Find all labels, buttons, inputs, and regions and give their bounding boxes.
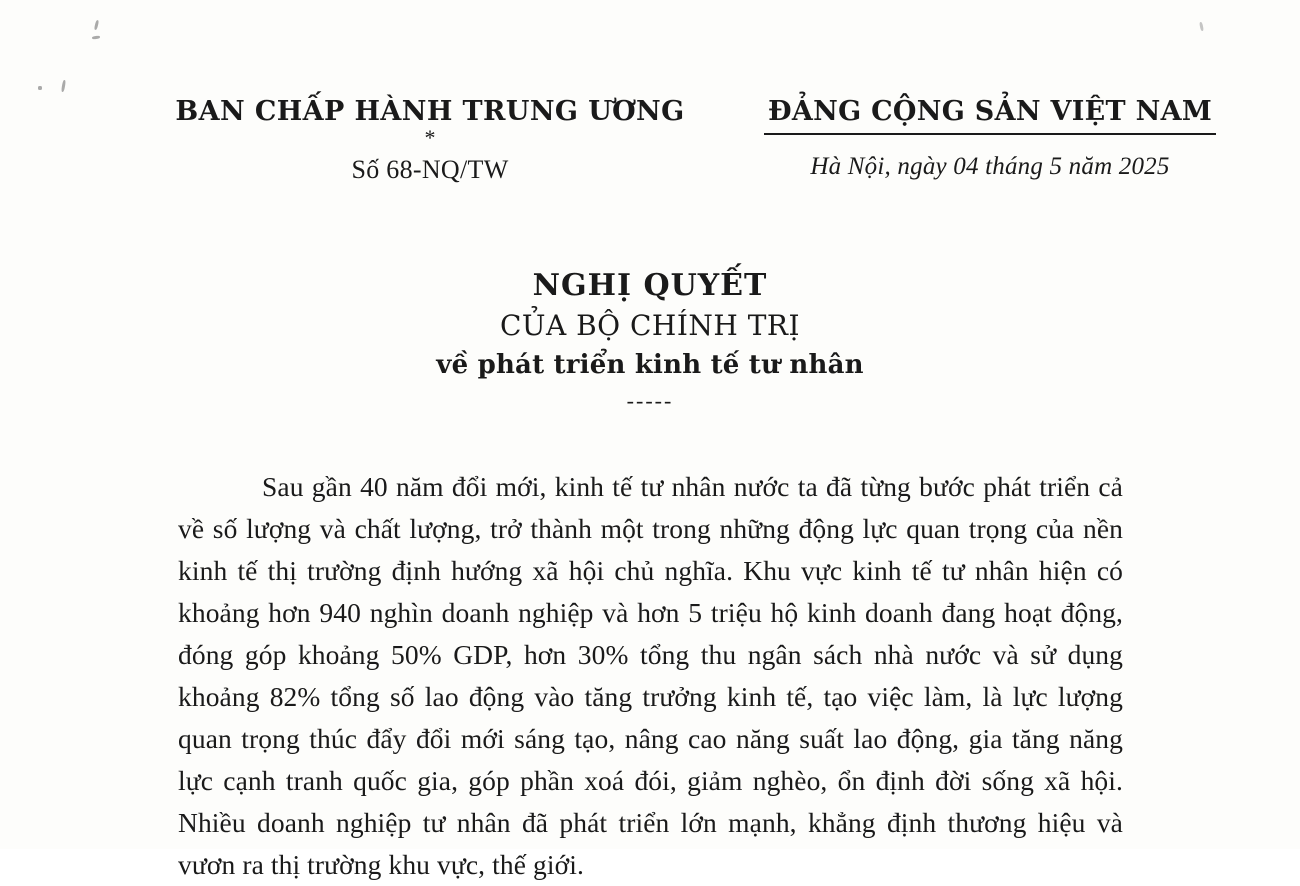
page-title: NGHỊ QUYẾT <box>532 268 768 303</box>
header-left-block <box>150 96 710 185</box>
star-separator: * <box>424 125 436 150</box>
scan-speckle-icon <box>1199 22 1204 31</box>
document-body <box>178 466 1123 886</box>
scan-speckle-icon <box>61 80 66 92</box>
header-right-block <box>730 96 1250 185</box>
document-title-block <box>0 268 1300 414</box>
national-motto: ĐẢNG CỘNG SẢN VIỆT NAM <box>767 96 1213 127</box>
issuing-organization: BAN CHẤP HÀNH TRUNG ƯƠNG <box>175 96 685 127</box>
title-divider: ----- <box>626 388 674 413</box>
scan-speckle-icon <box>92 35 100 39</box>
title-subtitle: CỦA BỘ CHÍNH TRỊ <box>499 309 801 342</box>
body-paragraph: Sau gần 40 năm đổi mới, kinh tế tư nhân nước ta đã từng bước phát triển cả về số lượng và chất lượng, trở thành một trong những động lực quan trọng của nền kinh tế thị trường định hướng xã hội chủ nghĩa. Khu vực kinh tế tư nhân hiện có khoảng hơn 940 nghìn doanh nghiệp và hơn 5 triệu hộ kinh doanh đang hoạt động, đóng góp khoảng 50% GDP, hơn 30% tổng thu ngân sách nhà nước và sử dụng khoảng 82% tổng số lao động vào tăng trưởng kinh tế, tạo việc làm, là lực lượng quan trọng thúc đẩy đổi mới sáng tạo, nâng cao năng suất lao động, gia tăng năng lực cạnh tranh quốc gia, góp phần xoá đói, giảm nghèo, ổn định đời sống xã hội. Nhiều doanh nghiệp tư nhân đã phát triển lớn mạnh, khẳng định thương hiệu và vươn ra thị trường khu vực, thế giới. <box>178 471 1123 880</box>
title-topic: về phát triển kinh tế tư nhân <box>436 350 864 380</box>
document-header <box>0 96 1300 185</box>
document-number: Số 68-NQ/TW <box>351 155 509 184</box>
place-and-date: Hà Nội, ngày 04 tháng 5 năm 2025 <box>810 153 1170 180</box>
scan-speckle-icon <box>94 20 99 30</box>
header-divider-rule <box>764 133 1216 135</box>
scan-speckle-icon <box>38 86 42 90</box>
